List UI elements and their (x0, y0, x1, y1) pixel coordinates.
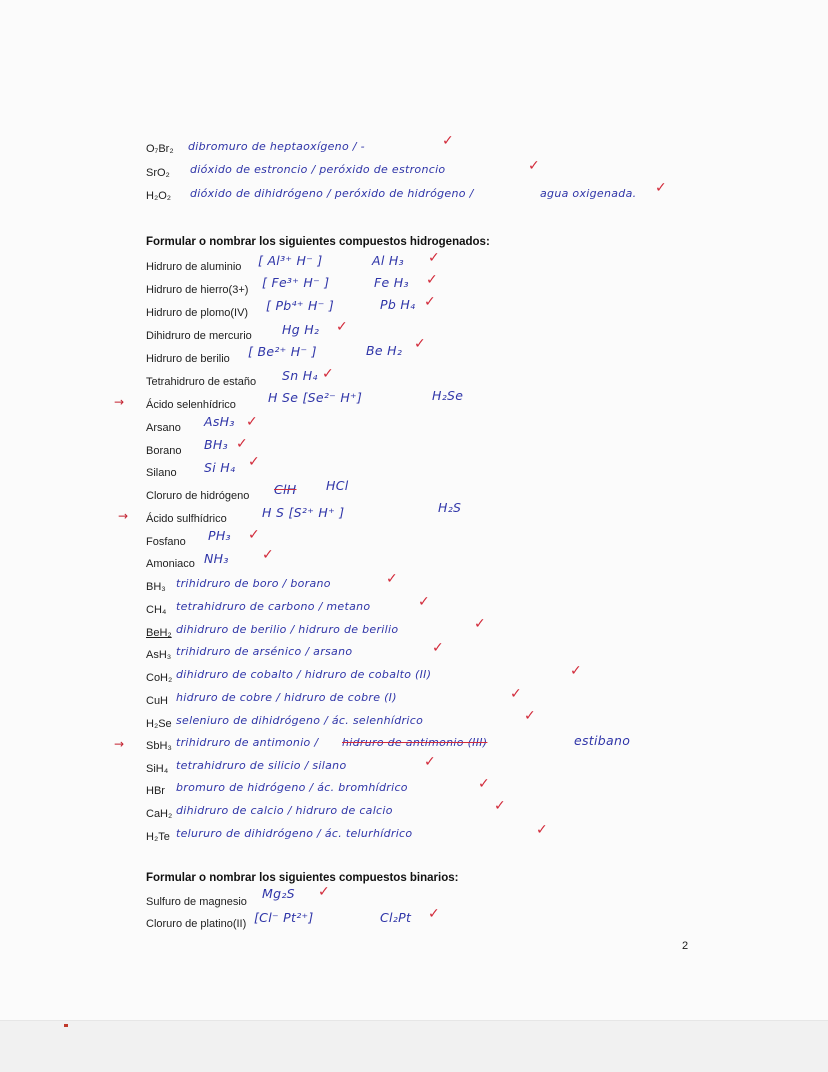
formula-label: O₇Br₂ (146, 143, 174, 155)
compound-name: Hidruro de hierro(3+) (146, 284, 249, 296)
handwritten-answer: dihidruro de calcio / hidruro de calcio (176, 804, 393, 817)
section-heading-binary: Formular o nombrar los siguientes compuestos binarios: (146, 872, 459, 884)
formula-label: HBr (146, 785, 165, 797)
check-icon: ✓ (248, 454, 260, 470)
handwritten-answer: H₂S (438, 500, 462, 515)
handwritten-answer: Pb H₄ (380, 297, 416, 312)
handwritten-work: [Cl⁻ Pt²⁺] (254, 910, 314, 925)
compound-name: Hidruro de berilio (146, 353, 230, 365)
arrow-icon: → (114, 395, 125, 409)
check-icon: ✓ (318, 884, 330, 900)
check-icon: ✓ (474, 616, 486, 632)
check-icon: ✓ (536, 822, 548, 838)
compound-name: Arsano (146, 422, 181, 434)
handwritten-work: BH₃ (204, 437, 228, 452)
handwritten-work: Si H₄ (204, 460, 236, 475)
check-icon: ✓ (336, 319, 348, 335)
handwritten-answer: dióxido de dihidrógeno / peróxido de hidrógeno / (190, 187, 474, 200)
compound-name: Amoniaco (146, 558, 195, 570)
check-icon: ✓ (428, 906, 440, 922)
handwritten-answer: Cl₂Pt (380, 910, 412, 925)
struck-answer: hidruro de antimonio (III) (342, 736, 488, 749)
compound-name: Hidruro de aluminio (146, 261, 242, 273)
check-icon: ✓ (432, 640, 444, 656)
check-icon: ✓ (510, 686, 522, 702)
handwritten-work: [ Al³⁺ H⁻ ] (258, 253, 323, 268)
handwritten-work: H S [S²⁺ H⁺ ] (262, 505, 345, 520)
handwritten-work: Mg₂S (262, 886, 295, 901)
handwritten-answer: telururo de dihidrógeno / ác. telurhídrico (176, 827, 413, 840)
red-mark (64, 1024, 68, 1027)
compound-name: Silano (146, 467, 177, 479)
page-number: 2 (682, 940, 689, 952)
handwritten-work: PH₃ (208, 528, 231, 543)
handwritten-answer: trihidruro de boro / borano (176, 577, 331, 590)
formula-label: SrO₂ (146, 167, 170, 179)
formula-label: CH₄ (146, 604, 167, 616)
check-icon: ✓ (424, 294, 436, 310)
handwritten-work: NH₃ (204, 551, 229, 566)
formula-label: SiH₄ (146, 763, 169, 775)
handwritten-answer: Fe H₃ (374, 275, 409, 290)
handwritten-answer: dibromuro de heptaoxígeno / - (188, 140, 365, 153)
handwritten-work: [ Pb⁴⁺ H⁻ ] (266, 298, 335, 313)
handwritten-answer: agua oxigenada. (540, 187, 637, 200)
check-icon: ✓ (478, 776, 490, 792)
handwritten-work: H Se [Se²⁻ H⁺] (268, 390, 363, 405)
compound-name: Tetrahidruro de estaño (146, 376, 257, 388)
check-icon: ✓ (418, 594, 430, 610)
paper-bottom-edge (0, 1020, 828, 1072)
compound-name: Sulfuro de magnesio (146, 896, 247, 908)
handwritten-answer: dióxido de estroncio / peróxido de estroncio (190, 163, 446, 176)
compound-name: Hidruro de plomo(IV) (146, 307, 249, 319)
arrow-icon: → (118, 509, 129, 523)
section-heading-hydrogenated: Formular o nombrar los siguientes compuestos hidrogenados: (146, 236, 490, 248)
formula-label: CuH (146, 695, 169, 707)
check-icon: ✓ (386, 571, 398, 587)
check-icon: ✓ (442, 133, 454, 149)
formula-label: H₂Se (146, 718, 172, 730)
check-icon: ✓ (570, 663, 582, 679)
formula-label: BH₃ (146, 581, 166, 593)
check-icon: ✓ (524, 708, 536, 724)
handwritten-answer: trihidruro de antimonio / (176, 736, 319, 749)
compound-name: Ácido sulfhídrico (146, 513, 227, 525)
handwritten-work: Sn H₄ (282, 368, 318, 383)
formula-label: AsH₃ (146, 649, 172, 661)
check-icon: ✓ (655, 180, 667, 196)
check-icon: ✓ (414, 336, 426, 352)
arrow-icon: → (114, 737, 125, 751)
handwritten-answer: bromuro de hidrógeno / ác. bromhídrico (176, 781, 408, 794)
handwritten-work: [ Fe³⁺ H⁻ ] (262, 275, 330, 290)
handwritten-answer: trihidruro de arsénico / arsano (176, 645, 353, 658)
handwritten-answer: H₂Se (432, 388, 464, 403)
formula-label: H₂O₂ (146, 190, 172, 202)
check-icon: ✓ (246, 414, 258, 430)
check-icon: ✓ (494, 798, 506, 814)
handwritten-answer: dihidruro de berilio / hidruro de berilio (176, 623, 399, 636)
compound-name: Cloruro de hidrógeno (146, 490, 250, 502)
compound-name: Borano (146, 445, 182, 457)
formula-label: H₂Te (146, 831, 170, 843)
handwritten-work: [ Be²⁺ H⁻ ] (248, 344, 317, 359)
handwritten-answer: hidruro de cobre / hidruro de cobre (I) (176, 691, 397, 704)
handwritten-work: AsH₃ (204, 414, 235, 429)
formula-label: BeH₂ (146, 627, 172, 639)
formula-label: CaH₂ (146, 808, 173, 820)
handwritten-answer: seleniuro de dihidrógeno / ác. selenhídrico (176, 714, 424, 727)
check-icon: ✓ (428, 250, 440, 266)
check-icon: ✓ (248, 527, 260, 543)
check-icon: ✓ (426, 272, 438, 288)
check-icon: ✓ (262, 547, 274, 563)
compound-name: Cloruro de platino(II) (146, 918, 247, 930)
check-icon: ✓ (528, 158, 540, 174)
handwritten-answer: Be H₂ (366, 343, 403, 358)
check-icon: ✓ (424, 754, 436, 770)
formula-label: SbH₃ (146, 740, 172, 752)
compound-name: Dihidruro de mercurio (146, 330, 252, 342)
compound-name: Fosfano (146, 536, 186, 548)
handwritten-answer: HCl (326, 478, 349, 493)
formula-label: CoH₂ (146, 672, 173, 684)
handwritten-answer-extra: estibano (574, 733, 631, 748)
check-icon: ✓ (322, 366, 334, 382)
handwritten-answer: tetrahidruro de silicio / silano (176, 759, 347, 772)
handwritten-answer: dihidruro de cobalto / hidruro de cobalto (II) (176, 668, 432, 681)
handwritten-work: Hg H₂ (282, 322, 320, 337)
handwritten-answer: Al H₃ (372, 253, 404, 268)
handwritten-answer: tetrahidruro de carbono / metano (176, 600, 371, 613)
compound-name: Ácido selenhídrico (146, 399, 236, 411)
check-icon: ✓ (236, 436, 248, 452)
handwritten-work: ClH (274, 482, 297, 497)
